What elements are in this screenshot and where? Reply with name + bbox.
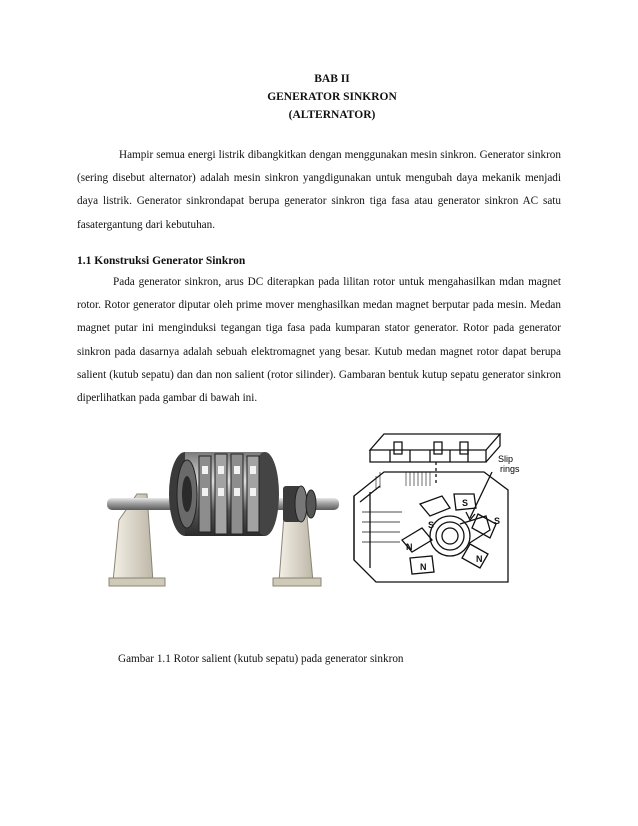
pole-label-s2: S bbox=[462, 498, 469, 508]
slip-label: Slip bbox=[498, 454, 514, 464]
pole-label-n3: N bbox=[476, 554, 483, 564]
chapter-number: BAB II bbox=[314, 73, 350, 85]
rotor-diagram bbox=[350, 432, 520, 612]
section-text: Pada generator sinkron, arus DC diterapkan pada lilitan rotor untuk mengahasilkan mdan magnet rotor. Rotor generator diputar oleh prime mover menghasilkan medan magnet berputar pada mesin. Medan magnet putar ini menginduksi tegangan tiga fasa pada kumparan stator generator. Rotor pada generator sinkron pada dasarnya adalah sebuah elektromagnet yang besar. Kutub medan magnet rotor dapat berupa salient (kutub sepatu) dan dan non salient (rotor silinder). Gambaran bentuk kutup sepatu generator sinkron diperlihatkan pada gambar di bawah ini. bbox=[77, 276, 561, 405]
rotor-photo bbox=[107, 432, 347, 592]
pole-label-n1: N bbox=[406, 542, 413, 552]
intro-paragraph bbox=[77, 144, 561, 237]
intro-text: Hampir semua energi listrik dibangkitkan dengan menggunakan mesin sinkron. Generator sinkron (sering disebut alternator) adalah mesin sinkron yangdigunakan untuk mengubah daya mekanik menjadi daya listrik. Generator sinkrondapat berupa generator sinkron tiga fasa atau generator sinkron AC satu fasatergantung dari kebutuhan. bbox=[77, 149, 561, 231]
pole-label-s1: S bbox=[428, 520, 435, 530]
chapter-title bbox=[0, 70, 638, 124]
rings-label: rings bbox=[500, 464, 520, 474]
pole-label-s3: S bbox=[494, 516, 501, 526]
chapter-subtitle: (ALTERNATOR) bbox=[288, 109, 376, 121]
chapter-name: GENERATOR SINKRON bbox=[267, 91, 397, 103]
pole-label-n2: N bbox=[420, 562, 427, 572]
section-heading: 1.1 Konstruksi Generator Sinkron bbox=[77, 255, 246, 267]
section-paragraph bbox=[77, 271, 561, 410]
figure-caption: Gambar 1.1 Rotor salient (kutub sepatu) pada generator sinkron bbox=[118, 653, 404, 665]
